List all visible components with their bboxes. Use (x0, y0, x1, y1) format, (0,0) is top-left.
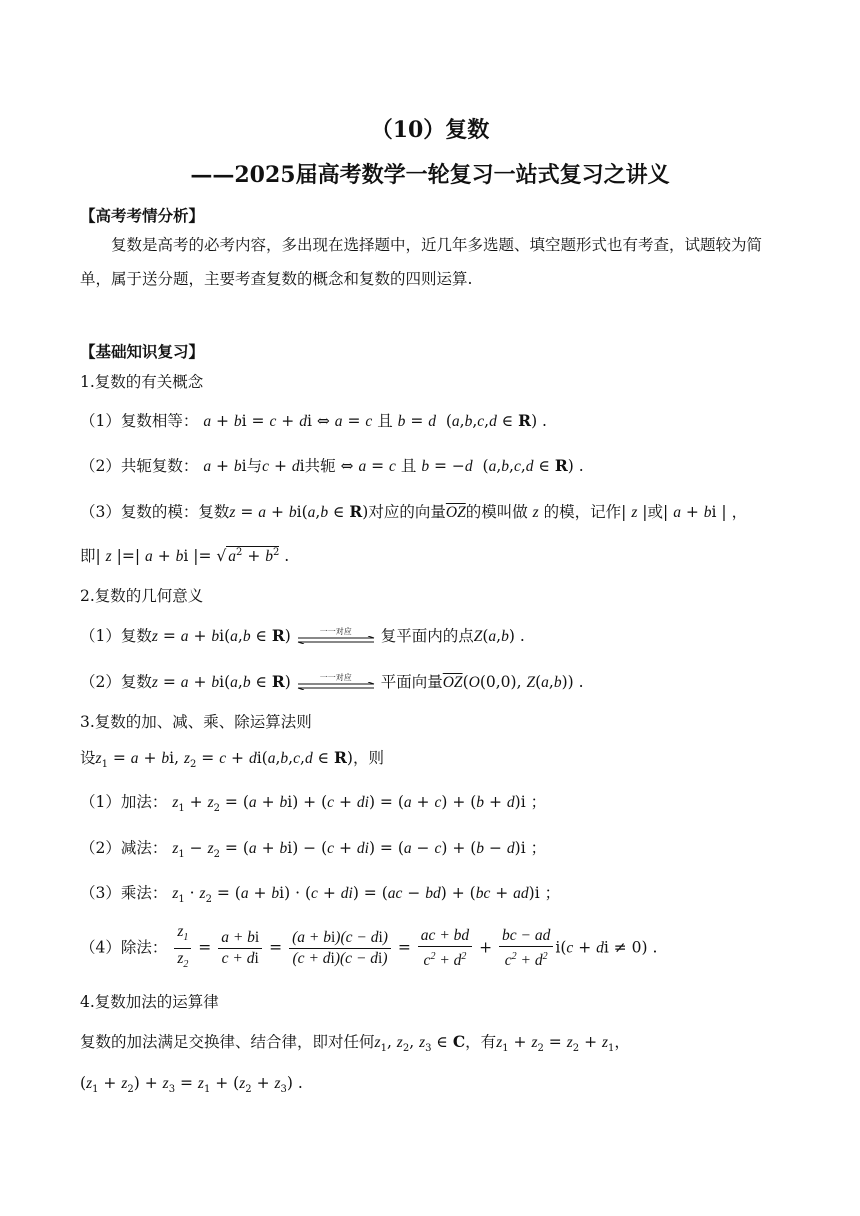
concept-conjugate-label: （2）共轭复数： (80, 457, 199, 475)
geometry-vector-text: 平面向量 (380, 673, 443, 691)
page-title: （10）复数 (370, 117, 490, 143)
concept-conjugate: （2）共轭复数： a + bi与c + di共轭 ⇔ a = c 且 b = −d (a,b,c,d ∈ R) . (80, 456, 584, 475)
modulus-formula: 即| z |=| a + bi |= √ $a^2 + b^2$ . (80, 546, 290, 565)
or-word: 或 (647, 503, 664, 521)
concept-equality-label: （1）复数相等： (80, 412, 199, 430)
conj-word-2: 共轭 (304, 457, 336, 475)
one-to-one-arrow-2: 一一对应 (296, 673, 376, 690)
setup-word: 设 (80, 749, 96, 767)
op-addition-label: （1）加法： (80, 793, 168, 811)
one-to-one-arrow: 一一对应 (296, 627, 376, 644)
geometry-vector: （2）复数z = a + bi(a,b ∈ R) 一一对应 平面向量$\overline{OZ}(O(0,0)$, Z(a,b)) . (80, 672, 584, 691)
page-subtitle: ——2025届高考数学一轮复习一站式复习之讲义 (190, 162, 670, 188)
op-multiplication-label: （3）乘法： (80, 884, 168, 902)
analysis-paragraph: 复数是高考的必考内容，多出现在选择题中，近几年多选题、填空题形式也有考查，试题较为简单，属于送分题，主要考查复数的概念和复数的四则运算. (80, 236, 763, 288)
heading-concepts: 1.复数的有关概念 (80, 373, 204, 391)
op-subtraction-label: （2）减法： (80, 839, 168, 857)
associative-law: $(z_1 + z_2) + z_3 = z_1 + (z_2 + z_3)$ . (80, 1074, 303, 1096)
modulus-text-3: 的模，记作 (543, 503, 622, 521)
concept-modulus: （3）复数的模：复数z = a + bi(a,b ∈ R)对应的向量$\overline{OZ}$的模叫做 z 的模，记作| z |或| a + bi | ， (80, 502, 748, 521)
concept-equality: （1）复数相等： a + bi = c + di ⇔ a = c 且 b = d (a,b,c,d ∈ R) . (80, 411, 547, 430)
heading-geometry: 2.复数的几何意义 (80, 587, 204, 605)
setup-then: ，则 (352, 749, 384, 767)
modulus-text-1: 对应的向量 (368, 503, 446, 521)
operations-setup: 设$z_1 = a$ + bi, $z_2 = c + di(a,b,c,d$ ∈ R)，则 (80, 748, 384, 771)
and-word-2: 且 (400, 457, 417, 475)
geometry-point-label: （1）复数 (80, 627, 152, 645)
modulus-text-2: 的模叫做 (465, 503, 528, 521)
geometry-point-text: 复平面内的点 (380, 627, 474, 645)
op-division-label: （4）除法： (80, 938, 168, 957)
geometry-vector-label: （2）复数 (80, 673, 152, 691)
section-heading-basics: 【基础知识复习】 (80, 342, 205, 361)
section-heading-analysis: 【高考考情分析】 (80, 206, 205, 225)
heading-operations: 3.复数的加、减、乘、除运算法则 (80, 713, 312, 731)
laws-mid: ，有 (465, 1033, 497, 1051)
op-division: （4）除法： $\frac{z_1}{z_2}$ = $\frac{a + bi}{c + di}$ = $\frac{(a + bi)(c - di)}{(c + di)(c - di)}$ = $\frac{ac + bd}{c^2 + d^2}$ + $\frac{bc - ad}{c^2 + d^2}$ i(c + di ≠ 0) . (80, 923, 658, 971)
op-addition: （1）加法： $z_1 + z_2 = (a + bi) + (c + di) = (a + c) + (b + d)i$ ； (80, 793, 547, 815)
modulus-next-word: 即 (80, 547, 96, 565)
addition-laws-text: 复数的加法满足交换律、结合律，即对任何$z_1$, $z_2$, $z_3$ ∈ C，有$z_1 + z_2 = z_2 + z_1$， (80, 1032, 630, 1055)
op-multiplication: （3）乘法： $z_1 \cdot z_2 = (a + bi) \cdot (c + di) = (ac - bd) + (bc + ad)i$ ； (80, 884, 561, 906)
op-subtraction: （2）减法： $z_1 - z_2 = (a + bi) - (c + di) = (a - c) + (b - d)i$ ； (80, 839, 547, 861)
laws-text: 复数的加法满足交换律、结合律，即对任何 (80, 1033, 375, 1051)
concept-modulus-label: （3）复数的模：复数 (80, 503, 230, 521)
heading-addition-laws: 4.复数加法的运算律 (80, 993, 219, 1011)
geometry-point: （1）复数z = a + bi(a,b ∈ R) 一一对应 复平面内的点Z(a,b) . (80, 626, 525, 645)
conj-word: 与 (246, 457, 263, 475)
and-word: 且 (377, 412, 393, 430)
